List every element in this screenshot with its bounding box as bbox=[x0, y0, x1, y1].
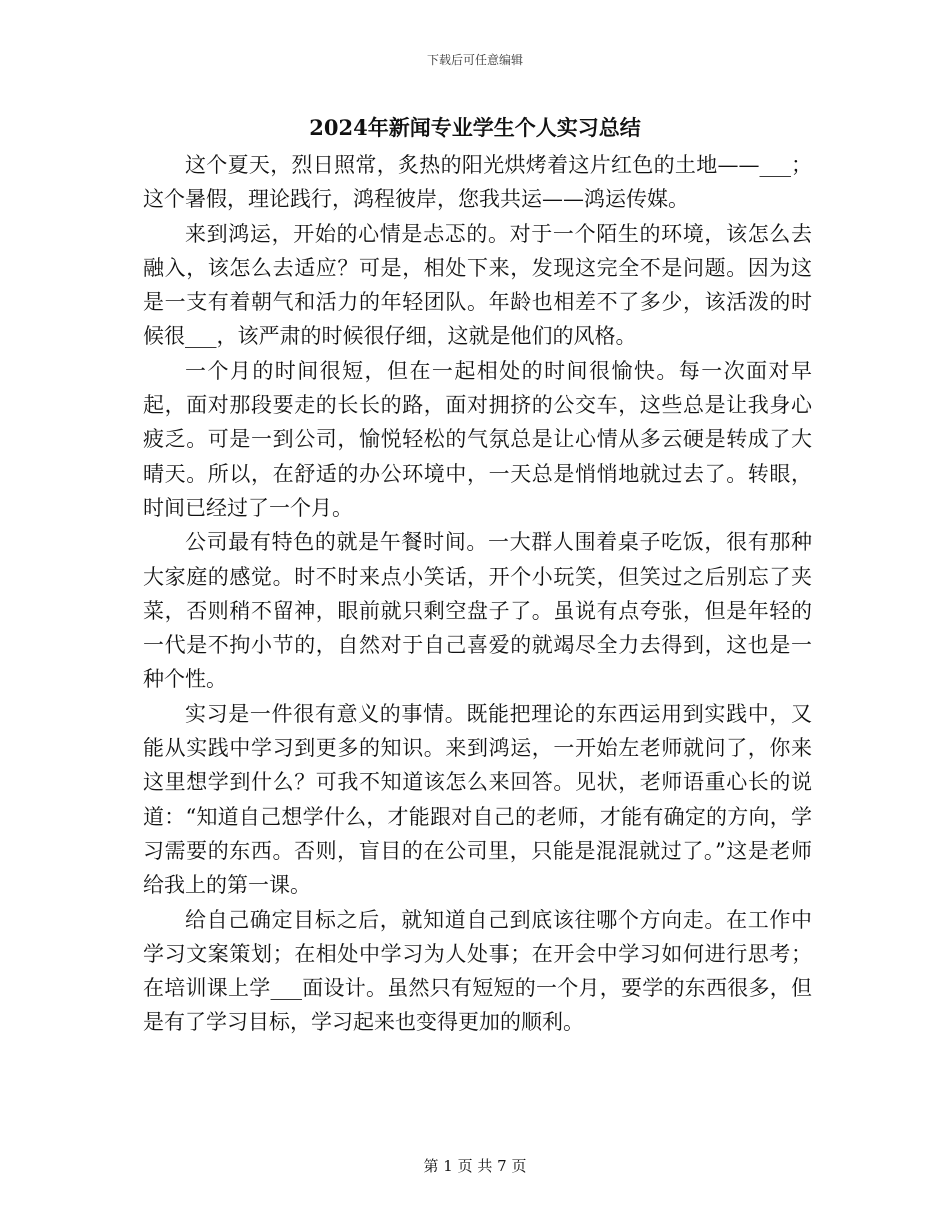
paragraph-3: 一个月的时间很短，但在一起相处的时间很愉快。每一次面对早起，面对那段要走的长长的路，面对拥挤的公交车，这些总是让我身心疲乏。可是一到公司，愉悦轻松的气氛总是让心情从多云硬是转成了大晴天。所以，在舒适的办公环境中，一天总是悄悄地就过去了。转眼，时间已经过了一个月。 bbox=[143, 358, 812, 520]
paragraph-2: 来到鸿运，开始的心情是忐忑的。对于一个陌生的环境，该怎么去融入，该怎么去适应？可是，相处下来，发现这完全不是问题。因为这是一支有着朝气和活力的年轻团队。年龄也相差不了多少，该活泼的时候很___，该严肃的时候很仔细，这就是他们的风格。 bbox=[143, 221, 812, 349]
document-title: 2024年新闻专业学生个人实习总结 bbox=[309, 115, 641, 140]
page-header-note: 下载后可任意编辑 bbox=[426, 53, 523, 67]
paragraph-6: 给自己确定目标之后，就知道自己到底该往哪个方向走。在工作中学习文案策划；在相处中学习为人处事；在开会中学习如何进行思考；在培训课上学___面设计。虽然只有短短的一个月，要学的东西很多，但是有了学习目标，学习起来也变得更加的顺利。 bbox=[143, 907, 812, 1035]
document-body bbox=[143, 148, 812, 1040]
paragraph-5: 实习是一件很有意义的事情。既能把理论的东西运用到实践中，又能从实践中学习到更多的知识。来到鸿运，一开始左老师就问了，你来这里想学到什么？可我不知道该怎么来回答。见状，老师语重心长的说道：“知道自己想学什么，才能跟对自己的老师，才能有确定的方向，学习需要的东西。否则，盲目的在公司里，只能是混混就过了。”这是老师给我上的第一课。 bbox=[143, 701, 812, 898]
paragraph-4: 公司最有特色的就是午餐时间。一大群人围着桌子吃饭，很有那种大家庭的感觉。时不时来点小笑话，开个小玩笑，但笑过之后别忘了夹菜，否则稍不留神，眼前就只剩空盘子了。虽说有点夸张，但是年轻的一代是不拘小节的，自然对于自己喜爱的就竭尽全力去得到，这也是一种个性。 bbox=[143, 530, 812, 692]
page-number: 第 1 页 共 7 页 bbox=[423, 1157, 527, 1175]
paragraph-1: 这个夏天，烈日照常，炙热的阳光烘烤着这片红色的土地——___；这个暑假，理论践行，鸿程彼岸，您我共运——鸿运传媒。 bbox=[143, 153, 812, 212]
